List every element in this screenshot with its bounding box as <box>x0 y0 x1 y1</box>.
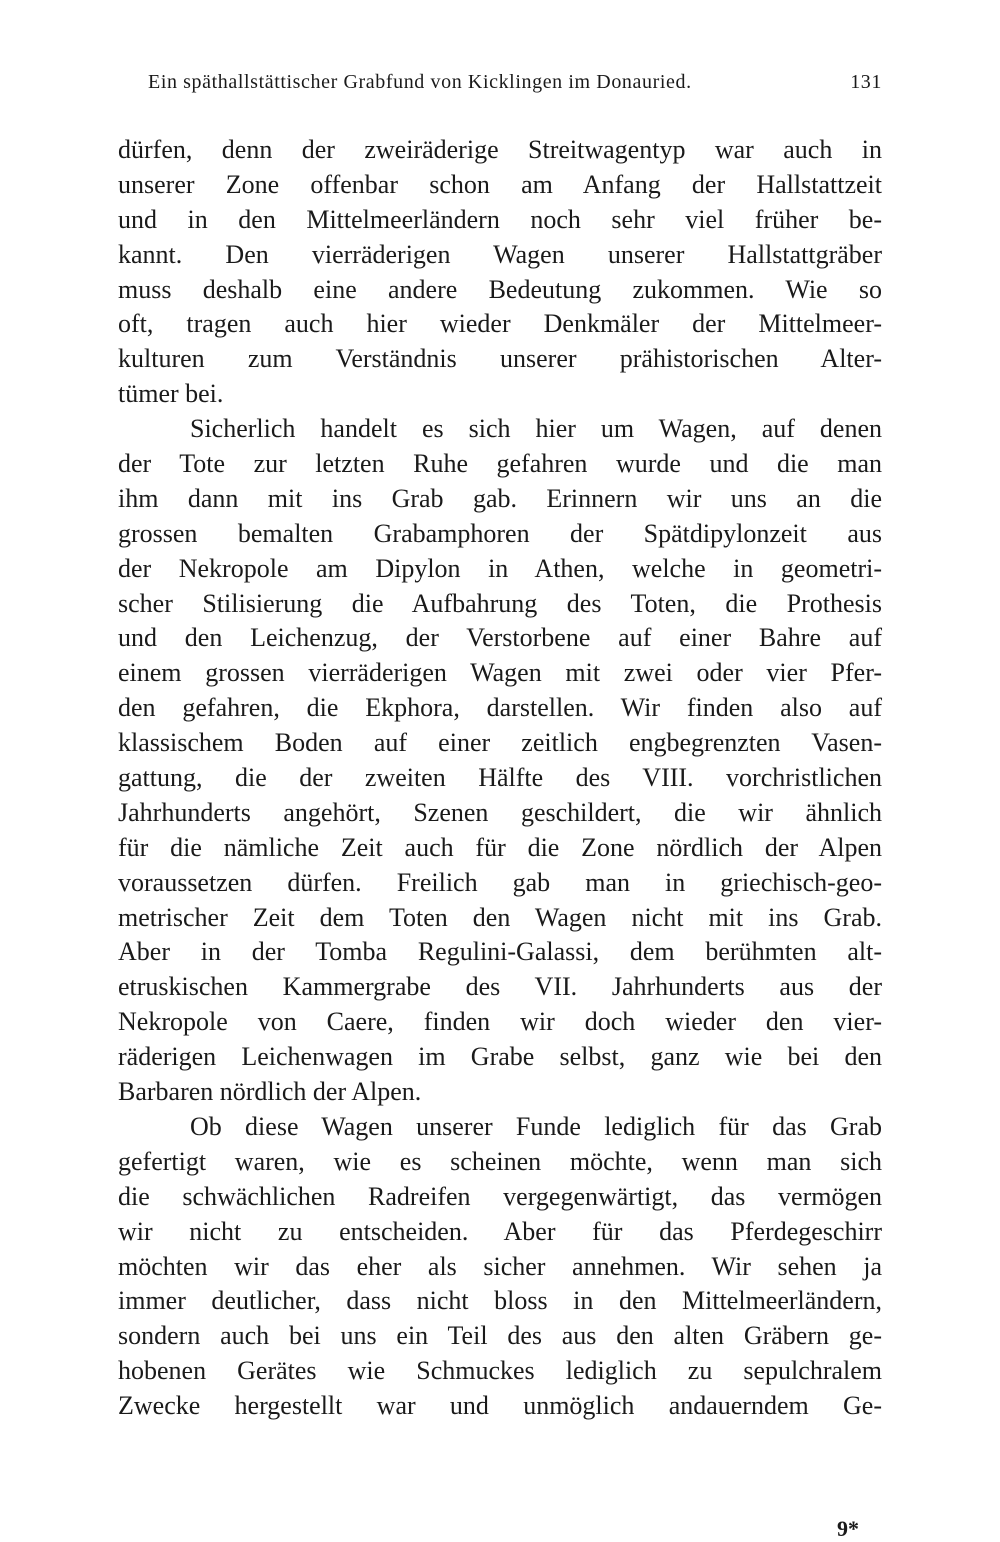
text-line: möchten wir das eher als sicher annehmen. Wir sehen ja <box>118 1251 882 1281</box>
text-line: und in den Mittelmeerländern noch sehr viel früher be- <box>118 204 882 234</box>
text-line: Aber in der Tomba Regulini-Galassi, dem berühmten alt- <box>118 937 882 967</box>
text-line: gefertigt waren, wie es scheinen möchte, wenn man sich <box>118 1146 882 1176</box>
text-line: der Nekropole am Dipylon in Athen, welche in geometri- <box>118 553 882 583</box>
text-line: der Tote zur letzten Ruhe gefahren wurde und die man <box>118 449 882 479</box>
text-line: scher Stilisierung die Aufbahrung des Toten, die Prothesis <box>118 588 882 618</box>
text-line: dürfen, denn der zweiräderige Streitwagentyp war auch in <box>118 135 882 164</box>
text-line: unserer Zone offenbar schon am Anfang der Hallstattzeit <box>118 169 882 199</box>
text-line: Sicherlich handelt es sich hier um Wagen, auf denen <box>190 414 882 444</box>
text-line: sondern auch bei uns ein Teil des aus den alten Gräbern ge- <box>118 1321 882 1351</box>
text-line: ihm dann mit ins Grab gab. Erinnern wir uns an die <box>118 483 882 513</box>
text-line: für die nämliche Zeit auch für die Zone nördlich der Alpen <box>118 832 882 862</box>
text-line: oft, tragen auch hier wieder Denkmäler der Mittelmeer- <box>118 309 882 339</box>
text-line: den gefahren, die Ekphora, darstellen. Wir finden also auf <box>118 693 882 723</box>
text-line: einem grossen vierräderigen Wagen mit zwei oder vier Pfer- <box>118 658 882 688</box>
text-line: kannt. Den vierräderigen Wagen unserer Hallstattgräber <box>118 239 882 269</box>
page-number: 131 <box>850 71 882 93</box>
body-text <box>118 133 882 1424</box>
text-line: Nekropole von Caere, finden wir doch wieder den vier- <box>118 1007 882 1037</box>
text-line: immer deutlicher, dass nicht bloss in den Mittelmeerländern, <box>118 1286 882 1316</box>
paragraph-2 <box>118 412 882 1110</box>
text-line: und den Leichenzug, der Verstorbene auf einer Bahre auf <box>118 623 882 653</box>
text-line: Jahrhunderts angehört, Szenen geschildert, die wir ähnlich <box>118 797 882 827</box>
text-line: Ob diese Wagen unserer Funde lediglich für das Grab <box>190 1111 882 1141</box>
text-line: gattung, die der zweiten Hälfte des VIII. vorchristlichen <box>118 763 882 793</box>
text-line: grossen bemalten Grabamphoren der Spätdipylonzeit aus <box>118 518 882 548</box>
text-line: die schwächlichen Radreifen vergegenwärtigt, das vermögen <box>118 1181 882 1211</box>
text-line: Zwecke hergestellt war und unmöglich andauerndem Ge- <box>118 1391 882 1421</box>
running-title: Ein späthallstättischer Grabfund von Kicklingen im Donauried. <box>148 71 692 93</box>
text-line: muss deshalb eine andere Bedeutung zukommen. Wie so <box>118 274 882 304</box>
running-header <box>148 70 882 94</box>
paragraph-1 <box>118 133 882 412</box>
text-line: etruskischen Kammergrabe des VII. Jahrhunderts aus der <box>118 972 882 1002</box>
text-line: wir nicht zu entscheiden. Aber für das Pferdegeschirr <box>118 1216 882 1246</box>
signature-mark: 9* <box>837 1516 859 1541</box>
text-line: tümer bei. <box>118 379 224 409</box>
text-line: räderigen Leichenwagen im Grabe selbst, ganz wie bei den <box>118 1042 882 1072</box>
text-line: klassischem Boden auf einer zeitlich engbegrenzten Vasen- <box>118 728 882 758</box>
text-line: kulturen zum Verständnis unserer prähistorischen Alter- <box>118 344 882 374</box>
text-line: Barbaren nördlich der Alpen. <box>118 1077 422 1107</box>
paragraph-3 <box>118 1110 882 1424</box>
text-line: voraussetzen dürfen. Freilich gab man in griechisch-geo- <box>118 867 882 897</box>
text-line: metrischer Zeit dem Toten den Wagen nicht mit ins Grab. <box>118 902 882 932</box>
page <box>118 70 882 1541</box>
text-line: hobenen Gerätes wie Schmuckes lediglich zu sepulchralem <box>118 1356 882 1386</box>
